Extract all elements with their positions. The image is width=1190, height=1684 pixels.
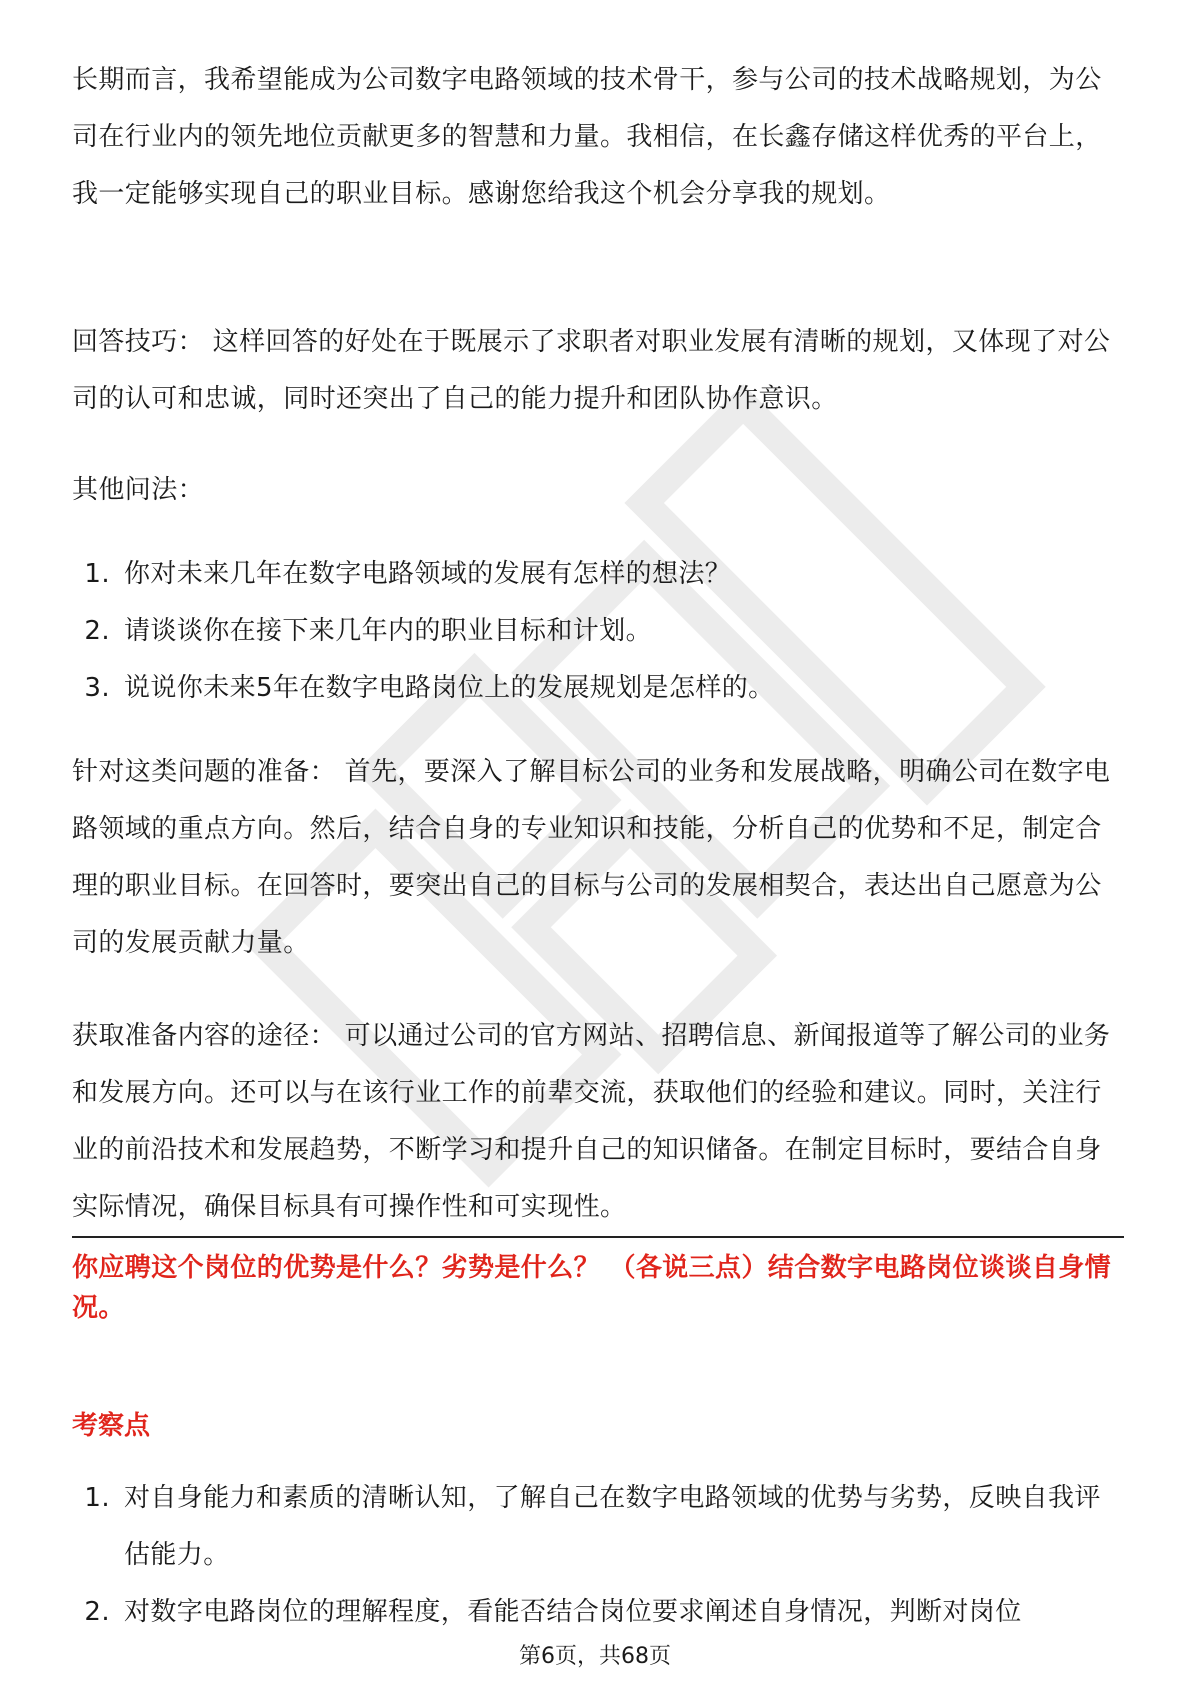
list-number: 2. <box>84 616 110 646</box>
paragraph-preparation: 针对这类问题的准备： 首先，要深入了解目标公司的业务和发展战略，明确公司在数字电路领域的重点方向。然后，结合自身的专业知识和技能，分析自己的优势和不足，制定合理的职业目标。在回答时，要突出自己的目标与公司的发展相契合，表达出自己愿意为公司的发展贡献力量。 <box>72 757 1111 958</box>
other-questions-list <box>72 546 1124 717</box>
list-item <box>72 603 1124 660</box>
exam-points-heading: 考察点 <box>72 1411 151 1441</box>
list-text: 对数字电路岗位的理解程度，看能否结合岗位要求阐述自身情况，判断对岗位 <box>124 1597 1022 1627</box>
paragraph-career-plan: 长期而言，我希望能成为公司数字电路领域的技术骨干，参与公司的技术战略规划，为公司在行业内的领先地位贡献更多的智慧和力量。我相信，在长鑫存储这样优秀的平台上，我一定能够实现自己的职业目标。感谢您给我这个机会分享我的规划。 <box>72 65 1102 209</box>
section-divider <box>72 1236 1124 1238</box>
list-item <box>72 1584 1124 1641</box>
question-heading: 你应聘这个岗位的优势是什么？劣势是什么？ （各说三点）结合数字电路岗位谈谈自身情况。 <box>72 1253 1112 1323</box>
list-text: 说说你未来5年在数字电路岗位上的发展规划是怎样的。 <box>124 673 775 703</box>
list-number: 2. <box>84 1597 110 1627</box>
list-number: 1. <box>84 559 110 589</box>
exam-points-list <box>72 1470 1124 1641</box>
list-item <box>72 546 1124 603</box>
list-text: 请谈谈你在接下来几年内的职业目标和计划。 <box>124 616 653 646</box>
list-item <box>72 660 1124 717</box>
list-number: 1. <box>84 1483 110 1513</box>
paragraph-answer-tips: 回答技巧： 这样回答的好处在于既展示了求职者对职业发展有清晰的规划，又体现了对公司的认可和忠诚，同时还突出了自己的能力提升和团队协作意识。 <box>72 327 1111 414</box>
list-item <box>72 1470 1124 1584</box>
page-footer: 第6页，共68页 <box>519 1644 671 1669</box>
list-number: 3. <box>84 673 110 703</box>
list-text: 你对未来几年在数字电路领域的发展有怎样的想法？ <box>124 559 732 589</box>
paragraph-sources: 获取准备内容的途径： 可以通过公司的官方网站、招聘信息、新闻报道等了解公司的业务和发展方向。还可以与在该行业工作的前辈交流，获取他们的经验和建议。同时，关注行业的前沿技术和发展趋势，不断学习和提升自己的知识储备。在制定目标时，要结合自身实际情况，确保目标具有可操作性和可实现性。 <box>72 1021 1111 1222</box>
list-text: 对自身能力和素质的清晰认知，了解自己在数字电路领域的优势与劣势，反映自我评估能力。 <box>124 1483 1101 1570</box>
paragraph-other-questions-label: 其他问法： <box>72 475 205 505</box>
